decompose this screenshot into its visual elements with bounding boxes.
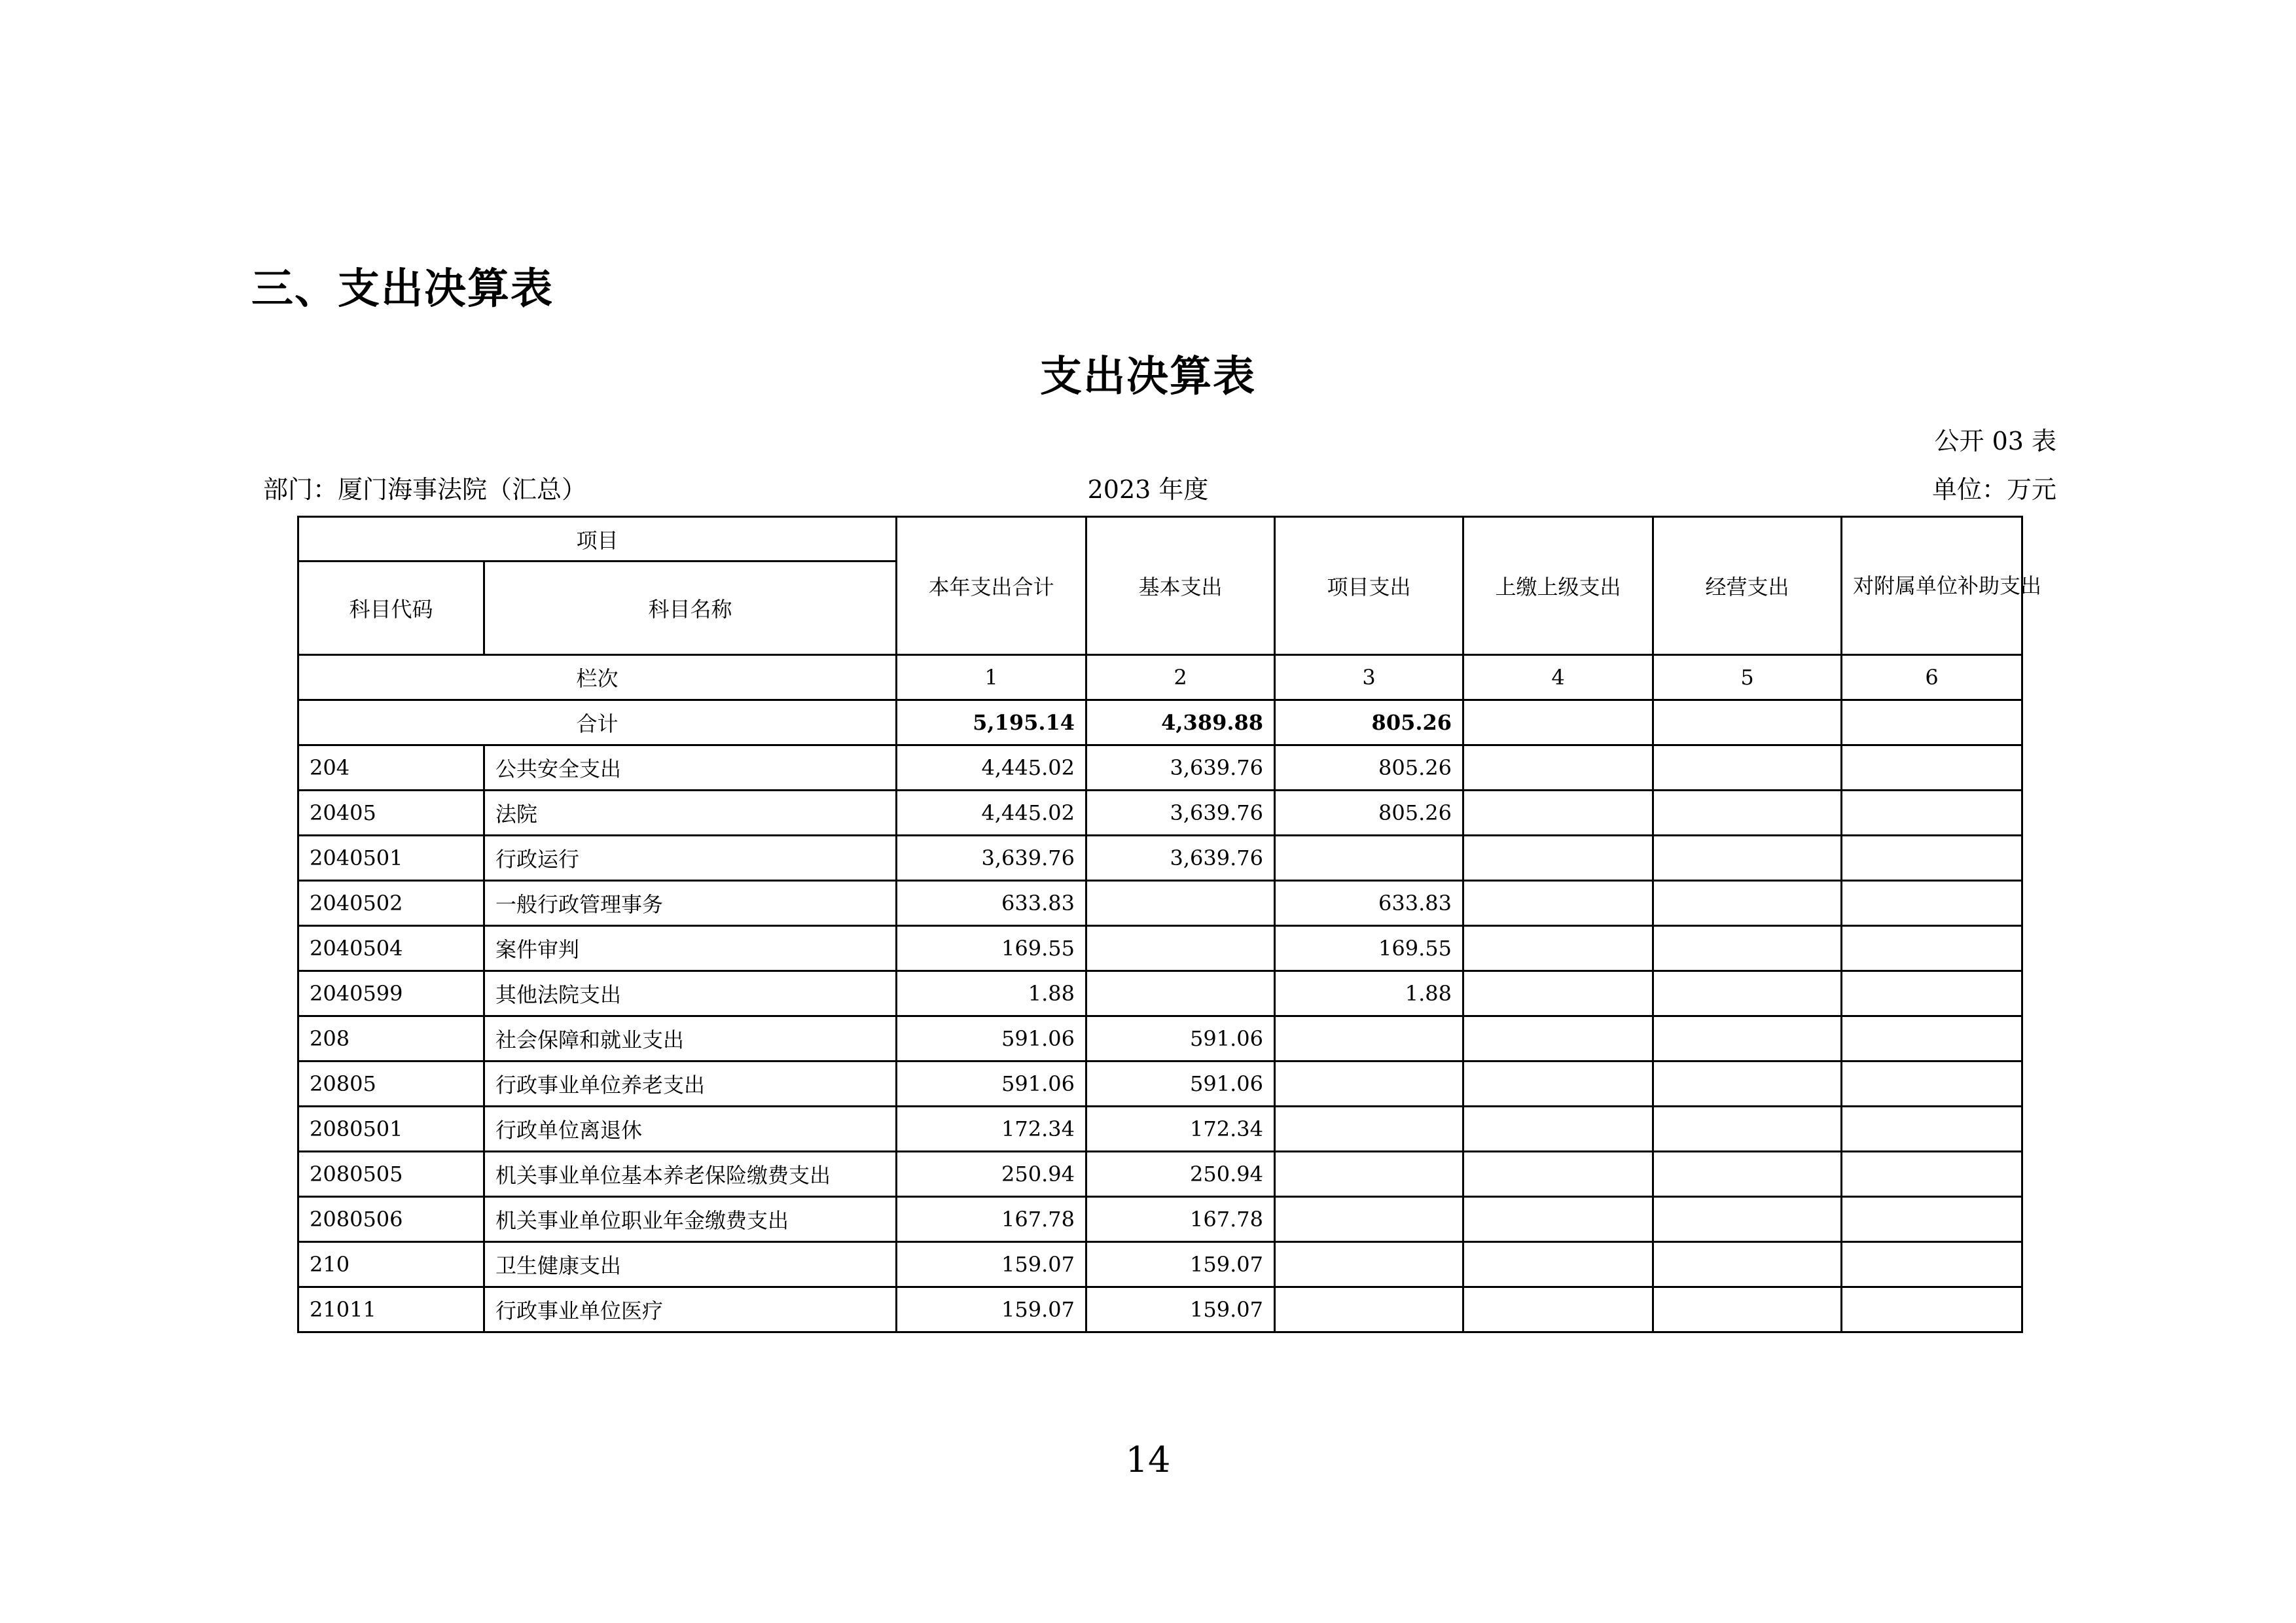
name-cell: 其他法院支出	[484, 971, 897, 1016]
upper-cell	[1463, 700, 1653, 745]
business-cell	[1653, 1197, 1842, 1242]
code-cell: 208	[298, 1016, 484, 1061]
basic-cell: 3,639.76	[1086, 791, 1275, 836]
column-number: 2	[1086, 655, 1275, 700]
business-cell	[1653, 1107, 1842, 1152]
code-cell: 2080501	[298, 1107, 484, 1152]
subsidiary-cell	[1842, 836, 2022, 881]
project-cell	[1275, 1152, 1463, 1197]
total-row	[298, 700, 2022, 745]
column-number: 1	[897, 655, 1086, 700]
total-cell: 591.06	[897, 1016, 1086, 1061]
header-business: 经营支出	[1653, 517, 1842, 655]
header-basic: 基本支出	[1086, 517, 1275, 655]
basic-cell: 591.06	[1086, 1016, 1275, 1061]
subsidiary-cell	[1842, 1061, 2022, 1107]
name-cell: 机关事业单位基本养老保险缴费支出	[484, 1152, 897, 1197]
subsidiary-cell	[1842, 926, 2022, 971]
upper-cell	[1463, 1107, 1653, 1152]
table-row	[298, 1197, 2022, 1242]
basic-cell: 250.94	[1086, 1152, 1275, 1197]
business-cell	[1653, 1242, 1842, 1287]
header-row-1	[298, 517, 2022, 562]
project-cell	[1275, 836, 1463, 881]
business-cell	[1653, 881, 1842, 926]
table-id: 公开 03 表	[1934, 427, 2056, 455]
basic-cell	[1086, 971, 1275, 1016]
name-cell: 案件审判	[484, 926, 897, 971]
project-cell: 805.26	[1275, 791, 1463, 836]
page-number: 14	[1125, 1439, 1171, 1480]
table-row	[298, 1242, 2022, 1287]
unit-label: 单位：万元	[1931, 475, 2056, 504]
name-cell: 公共安全支出	[484, 745, 897, 791]
basic-cell	[1086, 926, 1275, 971]
business-cell	[1653, 1016, 1842, 1061]
header-subsidiary: 对附属单位补助支出	[1842, 517, 2022, 655]
business-cell	[1653, 1152, 1842, 1197]
total-cell: 3,639.76	[897, 836, 1086, 881]
total-cell: 4,445.02	[897, 791, 1086, 836]
business-cell	[1653, 971, 1842, 1016]
name-cell: 行政事业单位医疗	[484, 1287, 897, 1332]
name-cell: 行政单位离退休	[484, 1107, 897, 1152]
project-cell	[1275, 1107, 1463, 1152]
subsidiary-cell	[1842, 881, 2022, 926]
table-row	[298, 1152, 2022, 1197]
code-cell: 204	[298, 745, 484, 791]
table-row	[298, 971, 2022, 1016]
project-cell: 805.26	[1275, 745, 1463, 791]
subsidiary-cell	[1842, 1152, 2022, 1197]
table-row	[298, 745, 2022, 791]
project-cell: 1.88	[1275, 971, 1463, 1016]
code-cell: 2040502	[298, 881, 484, 926]
code-cell: 2080505	[298, 1152, 484, 1197]
name-cell: 行政事业单位养老支出	[484, 1061, 897, 1107]
table-row	[298, 791, 2022, 836]
subsidiary-cell	[1842, 1197, 2022, 1242]
basic-cell: 167.78	[1086, 1197, 1275, 1242]
subsidiary-cell	[1842, 1016, 2022, 1061]
name-cell: 机关事业单位职业年金缴费支出	[484, 1197, 897, 1242]
upper-cell	[1463, 881, 1653, 926]
header-project-expenditure: 项目支出	[1275, 517, 1463, 655]
subsidiary-cell	[1842, 700, 2022, 745]
project-cell	[1275, 1242, 1463, 1287]
column-number: 4	[1463, 655, 1653, 700]
code-cell: 2040504	[298, 926, 484, 971]
name-cell: 卫生健康支出	[484, 1242, 897, 1287]
code-cell: 2040501	[298, 836, 484, 881]
basic-cell: 159.07	[1086, 1242, 1275, 1287]
project-cell	[1275, 1287, 1463, 1332]
project-cell: 805.26	[1275, 700, 1463, 745]
basic-cell: 159.07	[1086, 1287, 1275, 1332]
upper-cell	[1463, 1197, 1653, 1242]
upper-cell	[1463, 1242, 1653, 1287]
document-title: 支出决算表	[1040, 353, 1256, 401]
table-row	[298, 1107, 2022, 1152]
section-heading: 三、支出决算表	[251, 265, 554, 313]
name-cell: 一般行政管理事务	[484, 881, 897, 926]
name-cell: 社会保障和就业支出	[484, 1016, 897, 1061]
table-row	[298, 836, 2022, 881]
total-cell: 167.78	[897, 1197, 1086, 1242]
table-row	[298, 881, 2022, 926]
subsidiary-cell	[1842, 1242, 2022, 1287]
business-cell	[1653, 745, 1842, 791]
code-cell: 20405	[298, 791, 484, 836]
project-cell: 633.83	[1275, 881, 1463, 926]
subsidiary-cell	[1842, 971, 2022, 1016]
total-label: 合计	[298, 700, 897, 745]
column-number-label: 栏次	[298, 655, 897, 700]
table-row	[298, 1016, 2022, 1061]
business-cell	[1653, 1061, 1842, 1107]
code-cell: 21011	[298, 1287, 484, 1332]
project-cell	[1275, 1061, 1463, 1107]
expenditure-table	[297, 516, 2042, 1333]
total-cell: 4,445.02	[897, 745, 1086, 791]
total-cell: 250.94	[897, 1152, 1086, 1197]
name-cell: 行政运行	[484, 836, 897, 881]
business-cell	[1653, 836, 1842, 881]
table-row	[298, 926, 2022, 971]
total-cell: 633.83	[897, 881, 1086, 926]
total-cell: 5,195.14	[897, 700, 1086, 745]
upper-cell	[1463, 791, 1653, 836]
project-cell	[1275, 1016, 1463, 1061]
basic-cell: 3,639.76	[1086, 836, 1275, 881]
subsidiary-cell	[1842, 1107, 2022, 1152]
total-cell: 1.88	[897, 971, 1086, 1016]
upper-cell	[1463, 1287, 1653, 1332]
column-number: 3	[1275, 655, 1463, 700]
upper-cell	[1463, 926, 1653, 971]
department-label: 部门：厦门海事法院（汇总）	[263, 475, 587, 504]
business-cell	[1653, 791, 1842, 836]
header-subject-name: 科目名称	[484, 562, 897, 655]
header-upper-payment: 上缴上级支出	[1463, 517, 1653, 655]
total-cell: 591.06	[897, 1061, 1086, 1107]
table-row	[298, 1287, 2022, 1332]
column-number-row	[298, 655, 2022, 700]
total-cell: 159.07	[897, 1242, 1086, 1287]
basic-cell: 172.34	[1086, 1107, 1275, 1152]
business-cell	[1653, 700, 1842, 745]
code-cell: 20805	[298, 1061, 484, 1107]
column-number: 5	[1653, 655, 1842, 700]
column-number: 6	[1842, 655, 2022, 700]
upper-cell	[1463, 1016, 1653, 1061]
upper-cell	[1463, 1152, 1653, 1197]
basic-cell: 3,639.76	[1086, 745, 1275, 791]
code-cell: 2040599	[298, 971, 484, 1016]
upper-cell	[1463, 971, 1653, 1016]
upper-cell	[1463, 836, 1653, 881]
business-cell	[1653, 926, 1842, 971]
total-cell: 159.07	[897, 1287, 1086, 1332]
subsidiary-cell	[1842, 1287, 2022, 1332]
basic-cell	[1086, 881, 1275, 926]
project-cell: 169.55	[1275, 926, 1463, 971]
table-row	[298, 1061, 2022, 1107]
header-project: 项目	[298, 517, 897, 562]
project-cell	[1275, 1197, 1463, 1242]
code-cell: 2080506	[298, 1197, 484, 1242]
name-cell: 法院	[484, 791, 897, 836]
total-cell: 172.34	[897, 1107, 1086, 1152]
total-cell: 169.55	[897, 926, 1086, 971]
fiscal-year: 2023 年度	[1087, 475, 1209, 504]
code-cell: 210	[298, 1242, 484, 1287]
upper-cell	[1463, 745, 1653, 791]
subsidiary-cell	[1842, 791, 2022, 836]
header-subject-code: 科目代码	[298, 562, 484, 655]
header-total: 本年支出合计	[897, 517, 1086, 655]
basic-cell: 4,389.88	[1086, 700, 1275, 745]
business-cell	[1653, 1287, 1842, 1332]
subsidiary-cell	[1842, 745, 2022, 791]
basic-cell: 591.06	[1086, 1061, 1275, 1107]
upper-cell	[1463, 1061, 1653, 1107]
